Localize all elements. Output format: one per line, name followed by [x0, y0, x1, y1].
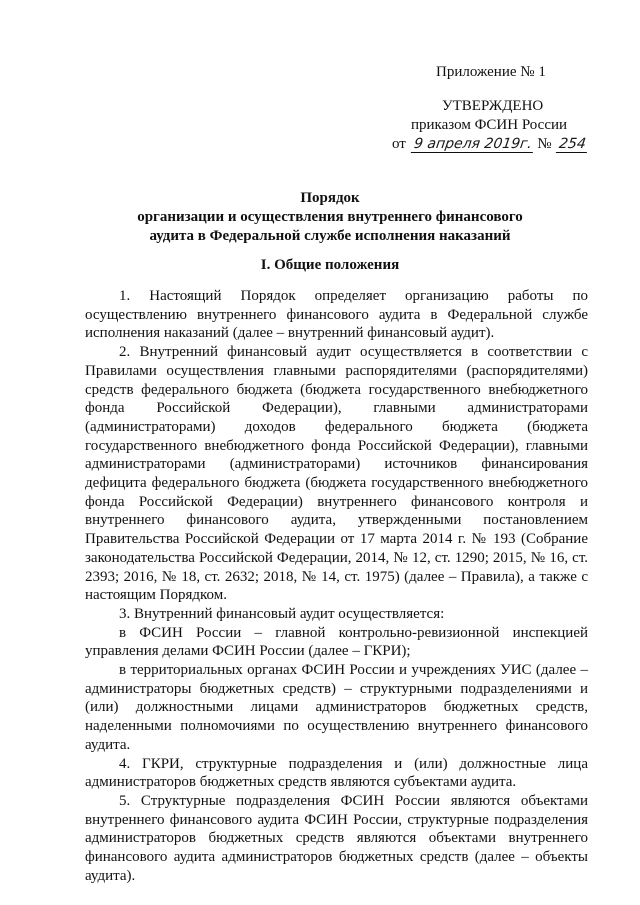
title-line-3: аудита в Федеральной службе исполнения наказаний: [149, 228, 511, 244]
paragraph-1: 1. Настоящий Порядок определяет организацию работы по осуществлению внутреннего финансового аудита в Федеральной службе исполнения наказаний (далее – внутренний финансовый аудит).: [85, 288, 588, 342]
title-line-2: организации и осуществления внутреннего финансового: [137, 209, 523, 225]
section-heading: I. Общие положения: [260, 257, 400, 273]
paragraph-2: 2. Внутренний финансовый аудит осуществляется в соответствии с Правилами осуществления главными распорядителями (распорядителями) средств федерального бюджета (бюджета государственного внебюджетного фонда Российской Федерации), главными администраторами (администраторами) доходов федерального бюджета (бюджета государственного внебюджетного фонда Российской Федерации), главными администраторами (администраторами) источников финансирования дефицита федерального бюджета (бюджета государственного внебюджетного фонда Российской Федерации) внутреннего финансового контроля и внутреннего финансового аудита, утвержденными постановлением Правительства Российской Федерации от 17 марта 2014 г. № 193 (Собрание законодательства Российской Федерации, 2014, № 12, ст. 1290; 2015, № 16, ст. 2393; 2016, № 18, ст. 2632; 2018, № 14, ст. 1975) (далее – Правила), а также с настоящим Порядком.: [85, 344, 588, 604]
order-date-line: [392, 136, 588, 153]
document-title: [80, 189, 580, 246]
title-line-1: Порядок: [300, 190, 360, 206]
paragraph-3-item-1: в ФСИН России – главной контрольно-ревизионной инспекцией управления делами ФСИН России (далее – ГКРИ);: [85, 624, 588, 660]
from-label: от: [392, 136, 406, 152]
body-text: [85, 287, 588, 886]
approved-stamp-text: УТВЕРЖДЕНО: [442, 98, 544, 114]
handwritten-date: 9 апреля 2019г.: [410, 136, 534, 153]
handwritten-number: 254: [556, 136, 589, 153]
order-reference: приказом ФСИН России: [411, 117, 568, 133]
paragraph-4: 4. ГКРИ, структурные подразделения и (или) должностные лица администраторов бюджетных средств являются субъектами аудита.: [85, 755, 588, 791]
paragraph-3: 3. Внутренний финансовый аудит осуществляется:: [119, 605, 445, 622]
appendix-label: Приложение № 1: [436, 64, 546, 80]
paragraph-3-item-2: в территориальных органах ФСИН России и учреждениях УИС (далее – администраторы бюджетных средств) – структурными подразделениями и (или) должностными лицами администраторов бюджетных средств, наделенными полномочиями по осуществлению внутреннего финансового аудита.: [85, 662, 588, 753]
paragraph-5: 5. Структурные подразделения ФСИН России являются объектами внутреннего финансового аудита ФСИН России, структурные подразделения администраторов бюджетных средств являются объектами внутреннего финансового аудита администраторов бюджетных средств (далее – объекты аудита).: [85, 792, 588, 884]
number-label: №: [537, 136, 552, 152]
